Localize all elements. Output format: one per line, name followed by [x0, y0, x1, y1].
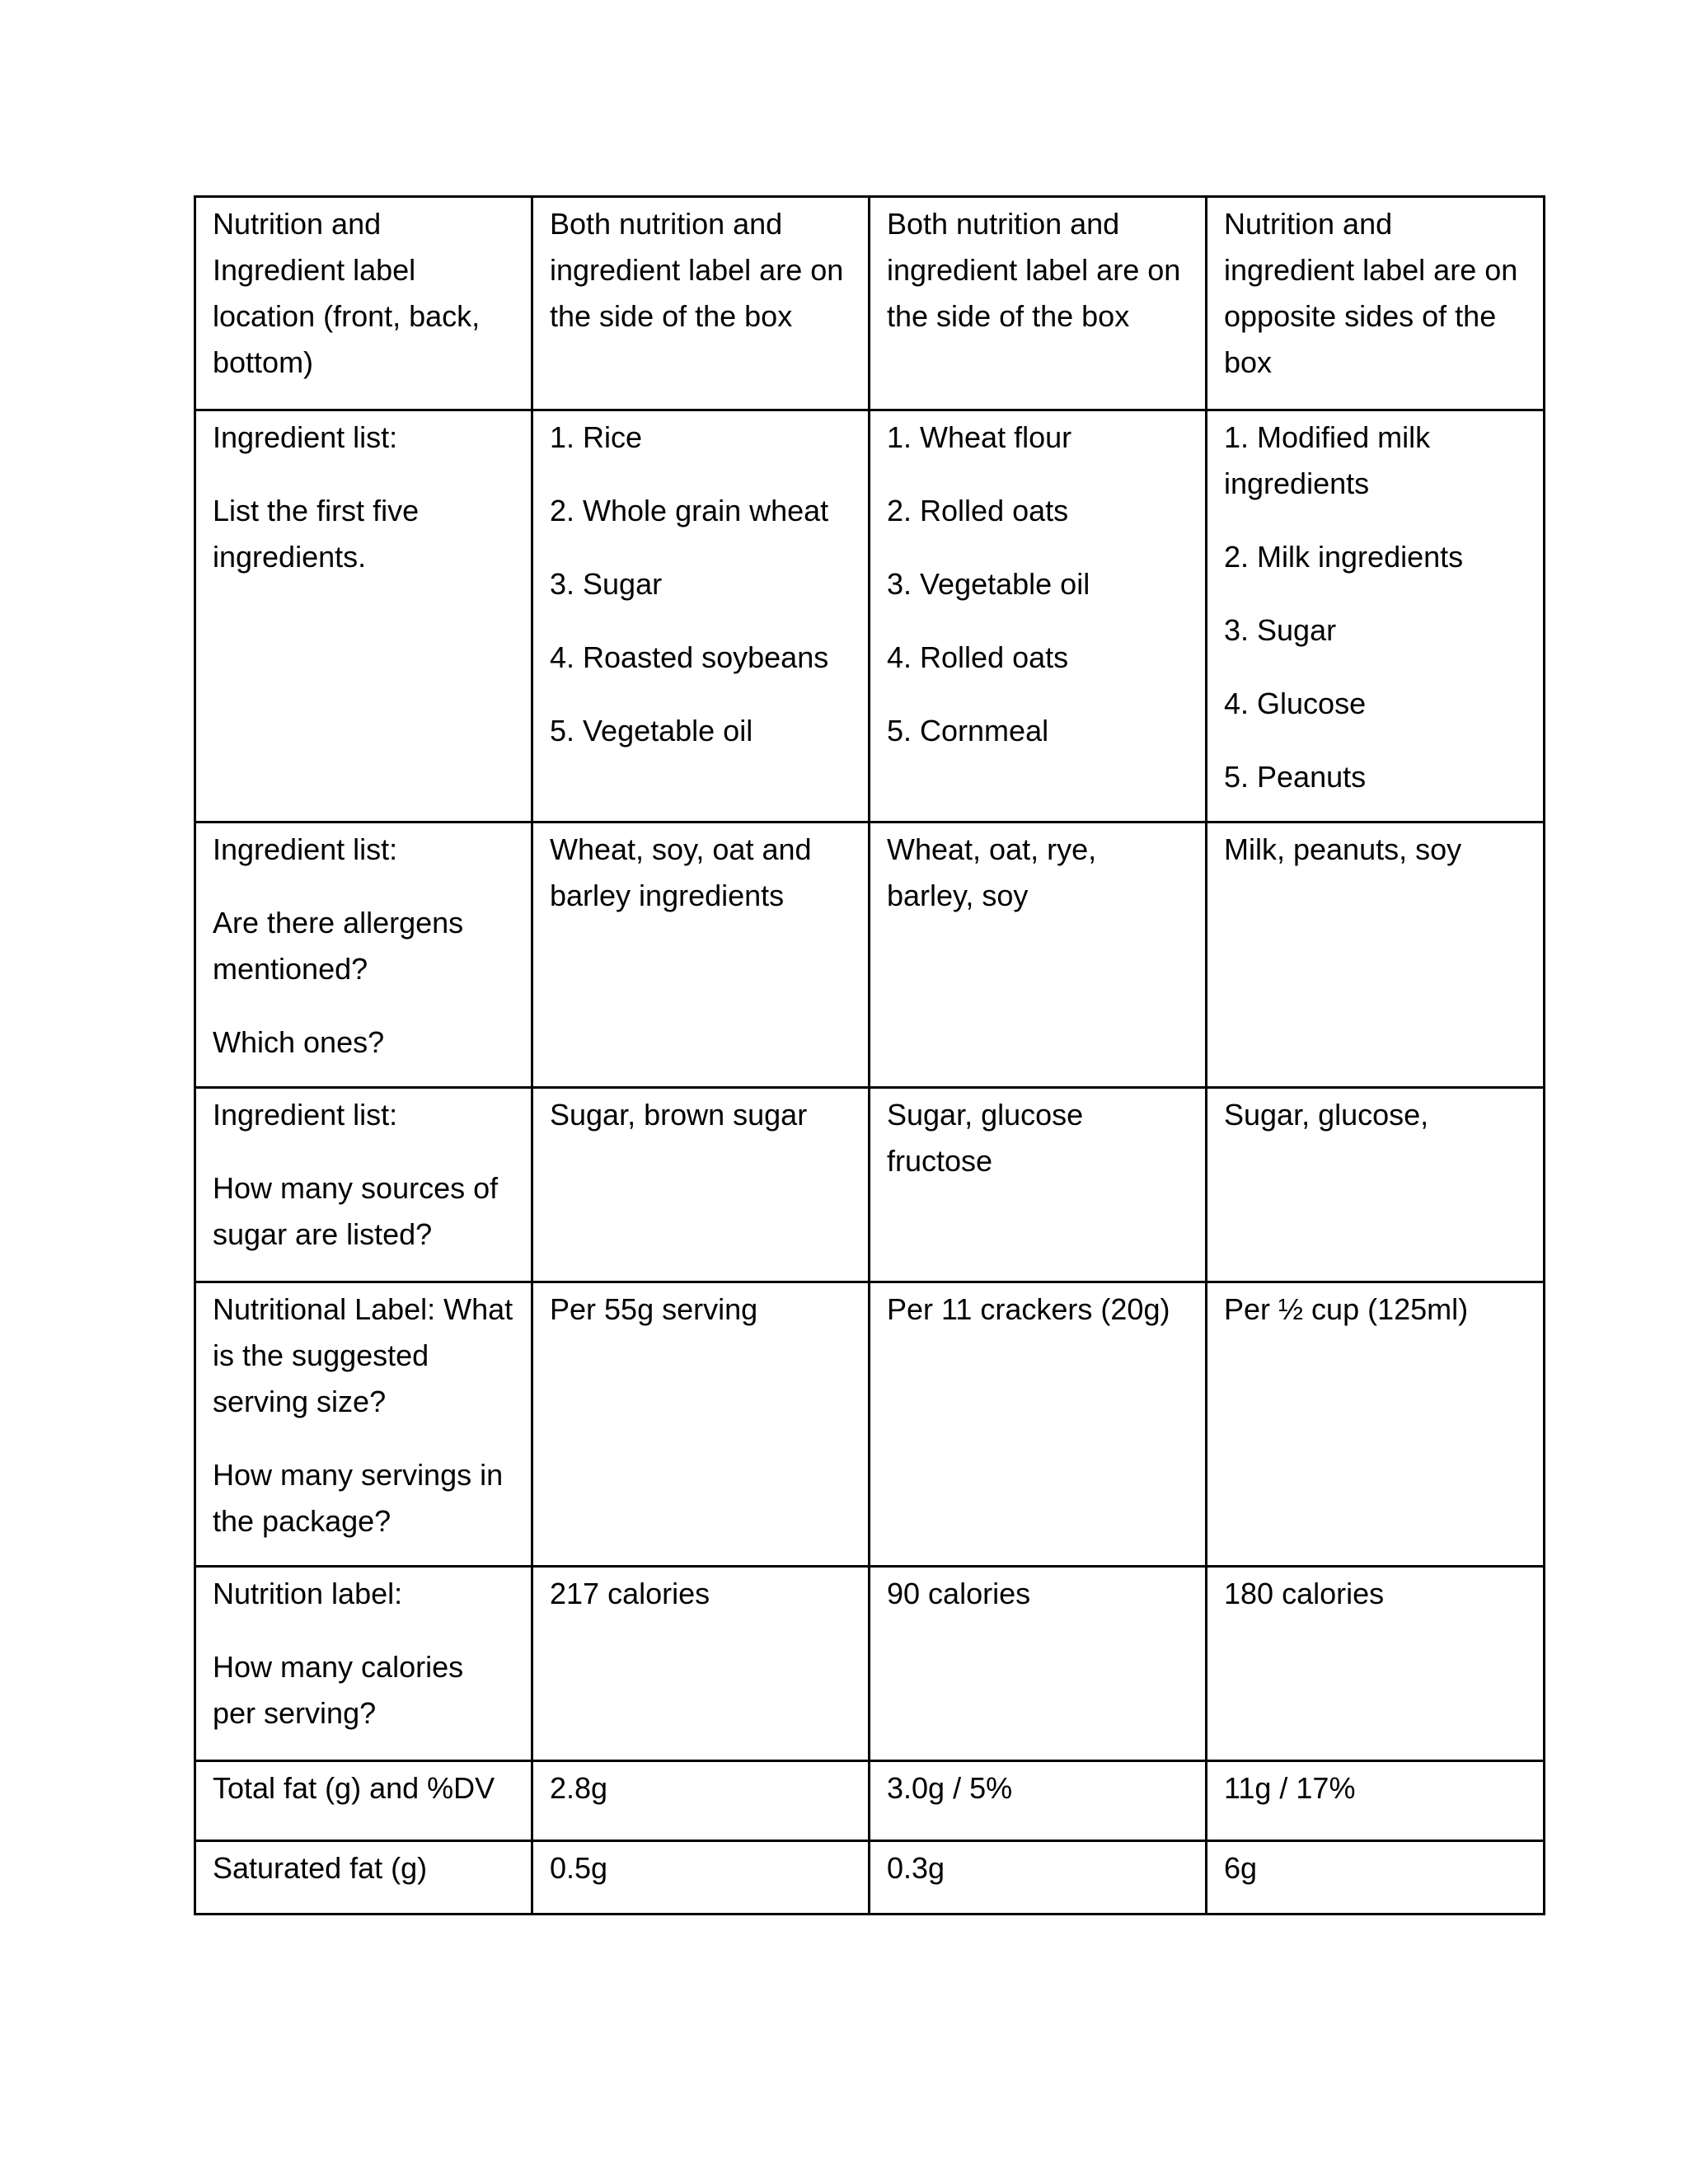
answer-cell [532, 1567, 870, 1761]
answer-cell [870, 197, 1207, 410]
answer-cell [532, 1841, 870, 1915]
list-item: 4. Roasted soybeans [550, 640, 829, 674]
cell-text: How many servings in the package? [213, 1458, 504, 1538]
table-row [195, 1282, 1545, 1567]
cell-text: Per 11 crackers (20g) [887, 1292, 1170, 1326]
question-cell [195, 1282, 532, 1567]
cell-text: List the first five ingredients. [213, 494, 420, 574]
cell-text: Ingredient list: [213, 832, 398, 866]
question-cell [195, 410, 532, 823]
table-row [195, 197, 1545, 410]
cell-text: Nutrition and ingredient label are on opposite sides of the box [1224, 207, 1518, 379]
cell-text: 11g / 17% [1224, 1771, 1356, 1805]
list-item: 3. Sugar [550, 567, 663, 601]
cell-text: Sugar, glucose [887, 1098, 1084, 1132]
answer-cell [1207, 1761, 1545, 1841]
cell-text: Ingredient list: [213, 420, 398, 454]
cell-text: 2.8g [550, 1771, 608, 1805]
cell-text: Ingredient list: [213, 1098, 398, 1132]
cell-text: Wheat, oat, rye, barley, soy [887, 832, 1097, 912]
cell-text: Sugar, glucose, [1224, 1098, 1429, 1132]
list-item: 1. Wheat flour [887, 420, 1072, 454]
list-item: 5. Cornmeal [887, 714, 1049, 748]
table-row [195, 823, 1545, 1088]
table-row [195, 1088, 1545, 1282]
answer-cell [870, 1282, 1207, 1567]
cell-text: Both nutrition and ingredient label are on the side of the box [550, 207, 844, 333]
cell-text: Total fat (g) and %DV [213, 1771, 495, 1805]
cell-text: Are there allergens mentioned? [213, 906, 464, 986]
list-item: 1. Rice [550, 420, 643, 454]
answer-cell [1207, 1567, 1545, 1761]
question-cell [195, 1088, 532, 1282]
cell-text: Per ½ cup (125ml) [1224, 1292, 1469, 1326]
answer-cell [1207, 823, 1545, 1088]
cell-text: Saturated fat (g) [213, 1851, 428, 1885]
list-item: 3. Vegetable oil [887, 567, 1090, 601]
question-cell [195, 1761, 532, 1841]
list-item: 3. Sugar [1224, 613, 1337, 647]
answer-cell [1207, 1282, 1545, 1567]
nutrition-comparison-table [194, 195, 1545, 1915]
answer-cell [870, 1841, 1207, 1915]
answer-cell [532, 1088, 870, 1282]
list-item: 4. Glucose [1224, 687, 1367, 720]
table-row [195, 1567, 1545, 1761]
cell-text: Wheat, soy, oat and barley ingredients [550, 832, 812, 912]
table-row [195, 1761, 1545, 1841]
answer-cell [870, 1088, 1207, 1282]
list-item: 5. Peanuts [1224, 760, 1367, 794]
cell-text: 3.0g / 5% [887, 1771, 1013, 1805]
list-item: 4. Rolled oats [887, 640, 1069, 674]
answer-cell [870, 1761, 1207, 1841]
cell-text: Milk, peanuts, soy [1224, 832, 1462, 866]
cell-text: Both nutrition and ingredient label are on the side of the box [887, 207, 1181, 333]
question-cell [195, 1841, 532, 1915]
cell-text: Nutrition label: [213, 1577, 403, 1610]
answer-cell [1207, 1088, 1545, 1282]
cell-text: 0.5g [550, 1851, 608, 1885]
cell-text: Nutritional Label: What is the suggested serving size? [213, 1292, 513, 1418]
cell-text: How many sources of sugar are listed? [213, 1171, 499, 1251]
answer-cell [532, 410, 870, 823]
answer-cell [532, 1282, 870, 1567]
answer-cell [870, 823, 1207, 1088]
cell-text: Nutrition and Ingredient label location (front, back, bottom) [213, 207, 481, 379]
cell-text: Per 55g serving [550, 1292, 758, 1326]
table-row [195, 1841, 1545, 1915]
cell-text: 0.3g [887, 1851, 945, 1885]
cell-text: Which ones? [213, 1025, 385, 1059]
answer-cell [532, 823, 870, 1088]
answer-cell [1207, 197, 1545, 410]
list-item: 1. Modified milk ingredients [1224, 420, 1431, 500]
question-cell [195, 823, 532, 1088]
list-item: 2. Milk ingredients [1224, 540, 1464, 574]
cell-text: fructose [887, 1144, 993, 1178]
cell-text: 90 calories [887, 1577, 1031, 1610]
cell-text: 217 calories [550, 1577, 710, 1610]
answer-cell [532, 197, 870, 410]
question-cell [195, 1567, 532, 1761]
answer-cell [1207, 410, 1545, 823]
table-row [195, 410, 1545, 823]
answer-cell [870, 410, 1207, 823]
cell-text: 180 calories [1224, 1577, 1385, 1610]
list-item: 2. Whole grain wheat [550, 494, 829, 527]
answer-cell [1207, 1841, 1545, 1915]
answer-cell [532, 1761, 870, 1841]
answer-cell [870, 1567, 1207, 1761]
cell-text: 6g [1224, 1851, 1258, 1885]
list-item: 5. Vegetable oil [550, 714, 753, 748]
list-item: 2. Rolled oats [887, 494, 1069, 527]
cell-text: How many calories per serving? [213, 1650, 464, 1730]
question-cell [195, 197, 532, 410]
cell-text: Sugar, brown sugar [550, 1098, 808, 1132]
